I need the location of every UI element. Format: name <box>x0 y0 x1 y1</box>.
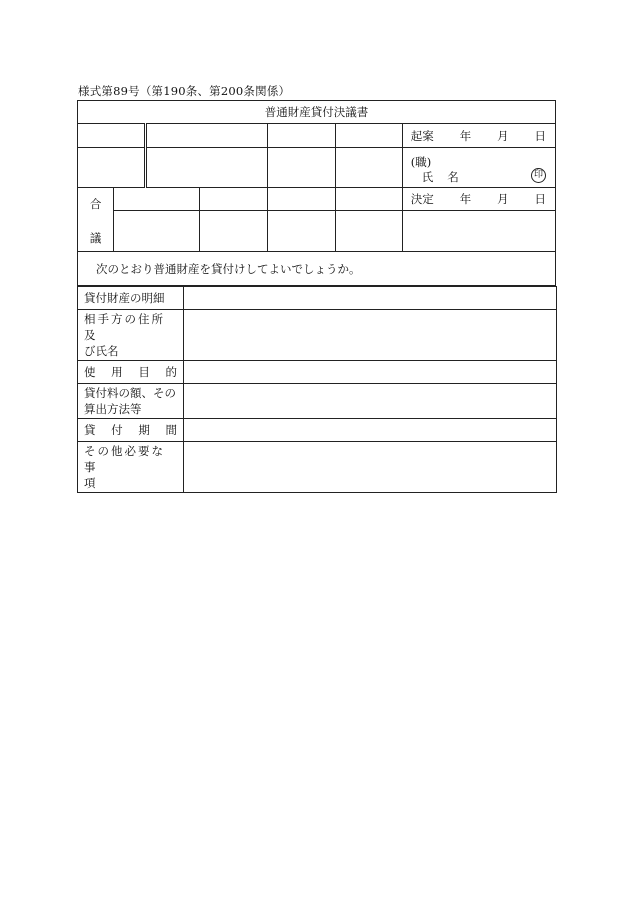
kian-day: 日 <box>534 128 546 143</box>
detail-label: 貸付財産の明細 <box>78 287 184 310</box>
kettei-date-cell[interactable] <box>402 188 555 211</box>
address-value[interactable] <box>184 310 557 361</box>
form-title: 普通財産貸付決議書 <box>78 101 556 124</box>
goki-label: 合 議 <box>78 188 114 252</box>
goki-empty-cell[interactable] <box>402 211 555 252</box>
details-table <box>77 286 557 493</box>
purpose-value[interactable] <box>184 361 557 384</box>
kian-date-cell[interactable] <box>402 124 555 148</box>
kettei-day: 日 <box>534 192 546 206</box>
kettei-year: 年 <box>459 192 472 206</box>
goki-cell[interactable] <box>200 188 268 211</box>
address-label: 相手方の住所及 び氏名 <box>78 310 184 361</box>
approval-cell[interactable] <box>268 124 335 148</box>
kian-year: 年 <box>459 128 472 143</box>
other-label: その他必要な事 項 <box>78 442 184 493</box>
shi-label: 氏 <box>421 170 434 184</box>
approval-cell[interactable] <box>78 148 146 188</box>
official-name-cell[interactable] <box>402 148 555 188</box>
fee-value[interactable] <box>184 384 557 419</box>
approval-cell[interactable] <box>146 148 268 188</box>
request-message: 次のとおり普通財産を貸付けしてよいでしょうか。 <box>78 252 556 286</box>
approval-cell[interactable] <box>146 124 268 148</box>
period-value[interactable] <box>184 419 557 442</box>
goki-cell[interactable] <box>114 188 200 211</box>
goki-cell[interactable] <box>268 188 335 211</box>
detail-value[interactable] <box>184 287 557 310</box>
seal-icon: 印 <box>531 168 546 183</box>
kian-month: 月 <box>497 128 509 143</box>
approval-cell[interactable] <box>78 124 146 148</box>
kettei-month: 月 <box>497 192 509 206</box>
kettei-label: 決定 <box>410 192 434 206</box>
mei-label: 名 <box>447 170 459 184</box>
approval-table <box>77 100 556 286</box>
goki-cell[interactable] <box>114 211 200 252</box>
approval-cell[interactable] <box>335 124 402 148</box>
purpose-label: 使 用 目 的 <box>78 361 184 384</box>
period-label: 貸 付 期 間 <box>78 419 184 442</box>
approval-cell[interactable] <box>335 148 402 188</box>
goki-cell[interactable] <box>200 211 268 252</box>
form-number: 様式第89号（第190条、第200条関係） <box>78 84 291 98</box>
approval-cell[interactable] <box>268 148 335 188</box>
kian-label: 起案 <box>410 128 434 143</box>
fee-label: 貸付料の額、その 算出方法等 <box>78 384 184 419</box>
goki-cell[interactable] <box>268 211 335 252</box>
shoku-label: (職) <box>410 155 432 169</box>
other-value[interactable] <box>184 442 557 493</box>
goki-cell[interactable] <box>335 211 402 252</box>
goki-cell[interactable] <box>335 188 402 211</box>
